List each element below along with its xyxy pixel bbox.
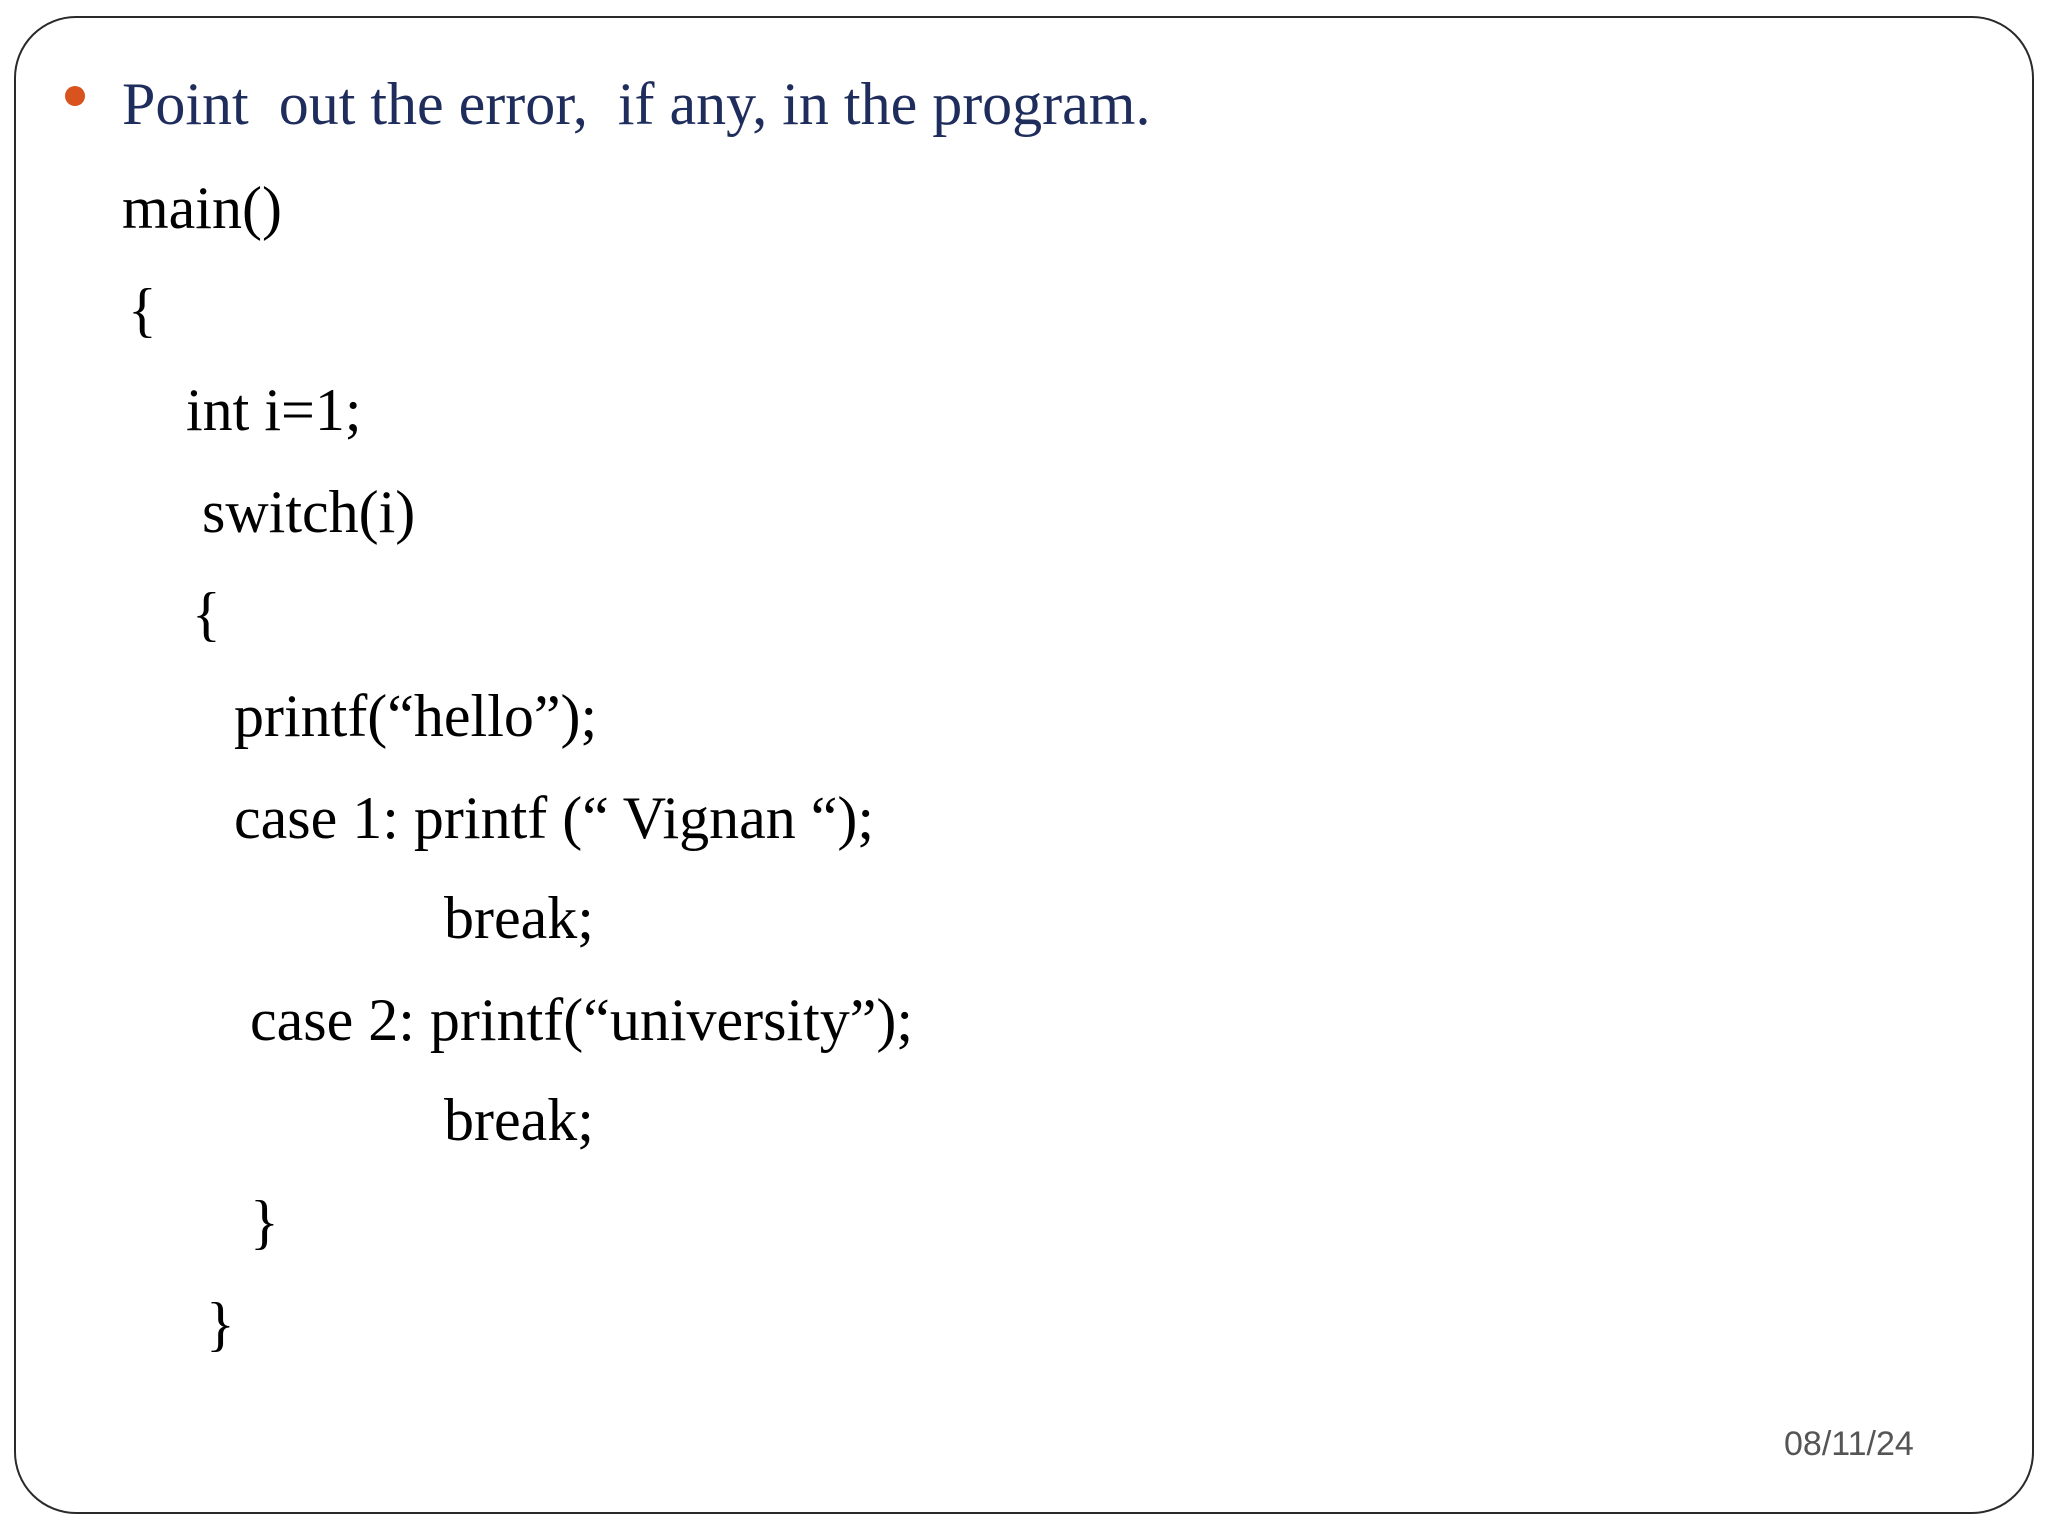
code-line-break-2: break; [444,1087,594,1153]
question-text: Point out the error, if any, in the program. [122,71,1151,137]
slide-frame [14,16,2034,1514]
code-line-main: main() [122,175,282,241]
code-line-declaration: int i=1; [186,377,362,443]
code-line-switch-open-brace: { [192,581,221,647]
code-line-printf-hello: printf(“hello”); [234,683,598,749]
code-line-close-brace: } [206,1291,235,1357]
code-line-case-2: case 2: printf(“university”); [250,987,914,1053]
code-line-case-1: case 1: printf (“ Vignan “); [234,785,875,851]
slide-date: 08/11/24 [1784,1425,1914,1463]
code-line-switch: switch(i) [202,479,416,545]
code-line-break-1: break; [444,885,594,951]
code-line-switch-close-brace: } [250,1189,279,1255]
code-line-open-brace: { [128,277,157,343]
bullet-dot-icon [65,86,85,106]
